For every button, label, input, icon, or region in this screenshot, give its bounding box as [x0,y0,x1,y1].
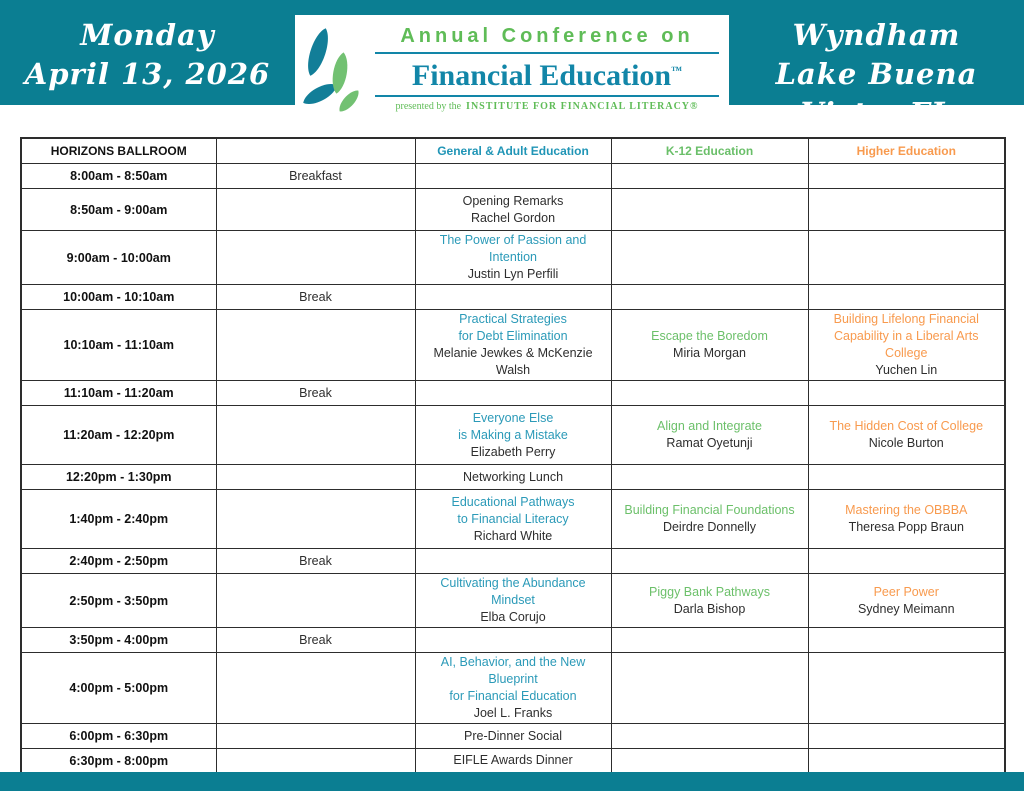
session-cell-k12 [611,381,808,406]
time-cell: 3:50pm - 4:00pm [21,628,216,653]
session-title-line: is Making a Mistake [458,427,568,442]
session-title-line: Align and Integrate [657,419,762,433]
session-title-line: for Financial Education [449,689,577,703]
session-cell-higher [808,231,1005,285]
session-cell-k12 [611,749,808,774]
session-title-line: for Debt Elimination [458,329,568,343]
session-cell-general [415,465,611,490]
session-title-line: Building Financial Foundations [624,503,795,517]
event-date-day: Monday [80,18,215,52]
column-header-room: HORIZONS BALLROOM [21,138,216,164]
session-cell-k12 [611,653,808,724]
schedule-row [21,628,1005,653]
time-cell: 8:50am - 9:00am [21,189,216,231]
activity-cell: Break [216,628,415,653]
session-cell-k12 [611,310,808,381]
session-cell-k12 [611,549,808,574]
schedule-row [21,465,1005,490]
session-title-line: Practical Strategies [459,312,567,326]
time-cell: 4:00pm - 5:00pm [21,653,216,724]
activity-cell [216,406,415,465]
schedule-row [21,490,1005,549]
session-title-line: Piggy Bank Pathways [649,584,770,599]
session-title-line: Opening Remarks [462,193,564,208]
time-cell: 10:10am - 11:10am [21,310,216,381]
event-date [0,16,295,94]
schedule-row [21,189,1005,231]
session-cell-general [415,653,611,724]
session-cell-general [415,549,611,574]
column-header-general: General & Adult Education [415,138,611,164]
session-title-line: Cultivating the Abundance Mindset [440,576,586,607]
schedule-table [20,137,1006,775]
session-cell-general [415,310,611,381]
conference-title-main: Financial Education™ [375,54,719,97]
session-cell-k12 [611,724,808,749]
session-title-line: Building Lifelong Financial [833,312,979,326]
session-speaker: Nicole Burton [868,436,944,450]
trademark-symbol: ™ [671,65,683,77]
session-speaker: Justin Lyn Perfili [467,267,559,281]
session-cell-general [415,574,611,628]
activity-cell [216,231,415,285]
session-title-line: Educational Pathways [451,494,575,509]
session-cell-k12 [611,490,808,549]
session-title-line: Peer Power [873,584,939,599]
time-cell: 11:20am - 12:20pm [21,406,216,465]
activity-cell [216,465,415,490]
session-cell-general [415,164,611,189]
presented-by-line: presented by the INSTITUTE FOR FINANCIAL LITERACY® [395,101,699,112]
activity-cell [216,653,415,724]
session-cell-general [415,189,611,231]
activity-cell [216,490,415,549]
session-cell-k12 [611,465,808,490]
session-speaker: Miria Morgan [673,346,746,360]
session-title-line: The Hidden Cost of College [829,419,984,433]
session-title-line: Capability in a Liberal Arts College [833,329,979,360]
schedule-row [21,164,1005,189]
session-title-line: EIFLE Awards Dinner [453,753,573,768]
session-title-line: Networking Lunch [462,469,564,484]
session-cell-higher [808,310,1005,381]
activity-cell [216,189,415,231]
session-cell-general [415,381,611,406]
session-cell-general [415,749,611,774]
session-cell-higher [808,749,1005,774]
schedule-row [21,231,1005,285]
session-speaker: Joel L. Franks [473,706,553,720]
schedule-header-row [21,138,1005,164]
session-cell-higher [808,465,1005,490]
activity-cell [216,724,415,749]
session-cell-higher [808,490,1005,549]
leaf-cluster-icon [301,23,371,117]
schedule-row [21,381,1005,406]
session-cell-k12 [611,628,808,653]
session-cell-general [415,231,611,285]
session-cell-general [415,406,611,465]
session-speaker: Darla Bishop [673,601,746,616]
session-cell-higher [808,724,1005,749]
session-cell-higher [808,653,1005,724]
schedule-row [21,310,1005,381]
session-title-line: Everyone Else [472,410,554,425]
activity-cell: Break [216,381,415,406]
time-cell: 8:00am - 8:50am [21,164,216,189]
session-cell-higher [808,628,1005,653]
time-cell: 9:00am - 10:00am [21,231,216,285]
session-speaker: Theresa Popp Braun [848,520,964,534]
time-cell: 2:50pm - 3:50pm [21,574,216,628]
footer-bar [0,772,1024,791]
session-title-line: to Financial Literacy [457,511,569,526]
time-cell: 10:00am - 10:10am [21,285,216,310]
schedule-table-wrapper [20,137,1006,775]
event-venue [729,16,1024,133]
session-speaker: Ramat Oyetunji [666,436,753,450]
activity-cell [216,310,415,381]
session-cell-general [415,285,611,310]
session-speaker: Richard White [473,528,553,543]
time-cell: 12:20pm - 1:30pm [21,465,216,490]
schedule-row [21,285,1005,310]
institute-name: INSTITUTE FOR FINANCIAL LITERACY® [466,101,699,112]
session-cell-higher [808,549,1005,574]
session-speaker: Yuchen Lin [875,363,938,377]
time-cell: 1:40pm - 2:40pm [21,490,216,549]
session-cell-k12 [611,574,808,628]
session-cell-k12 [611,164,808,189]
column-header-higher: Higher Education [808,138,1005,164]
session-title-line: AI, Behavior, and the New Blueprint [440,655,586,686]
activity-cell: Breakfast [216,164,415,189]
venue-name: Wyndham [792,18,961,52]
session-cell-higher [808,189,1005,231]
session-cell-general [415,490,611,549]
session-cell-k12 [611,406,808,465]
time-cell: 6:00pm - 6:30pm [21,724,216,749]
activity-cell: Break [216,549,415,574]
session-cell-higher [808,574,1005,628]
session-title-line: The Power of Passion and Intention [439,233,587,264]
session-cell-higher [808,406,1005,465]
time-cell: 6:30pm - 8:00pm [21,749,216,774]
activity-cell: Break [216,285,415,310]
schedule-row [21,406,1005,465]
session-cell-k12 [611,285,808,310]
schedule-row [21,549,1005,574]
session-title-line: Pre-Dinner Social [464,728,562,743]
schedule-row [21,749,1005,774]
session-speaker: Rachel Gordon [470,210,556,225]
event-date-full: April 13, 2026 [24,57,271,91]
session-cell-general [415,724,611,749]
session-cell-general [415,628,611,653]
session-cell-k12 [611,189,808,231]
conference-title-block [375,25,719,112]
session-speaker: Sydney Meimann [857,601,955,616]
column-header-k12: K-12 Education [611,138,808,164]
activity-cell [216,749,415,774]
time-cell: 2:40pm - 2:50pm [21,549,216,574]
venue-location: Lake Buena Vista, FL [775,57,978,130]
conference-title-top: Annual Conference on [375,25,719,54]
schedule-row [21,724,1005,749]
session-speaker: Melanie Jewkes & McKenzie Walsh [433,346,593,377]
session-title-line: Escape the Boredom [651,329,768,343]
session-cell-k12 [611,231,808,285]
schedule-row [21,653,1005,724]
session-cell-higher [808,285,1005,310]
conference-logo [295,15,729,125]
column-header-blank [216,138,415,164]
session-speaker: Elba Corujo [480,610,546,624]
schedule-row [21,574,1005,628]
activity-cell [216,574,415,628]
session-speaker: Elizabeth Perry [470,444,556,459]
session-cell-higher [808,164,1005,189]
session-cell-higher [808,381,1005,406]
session-speaker: Deirdre Donnelly [662,520,757,534]
time-cell: 11:10am - 11:20am [21,381,216,406]
session-title-line: Mastering the OBBBA [845,503,968,517]
